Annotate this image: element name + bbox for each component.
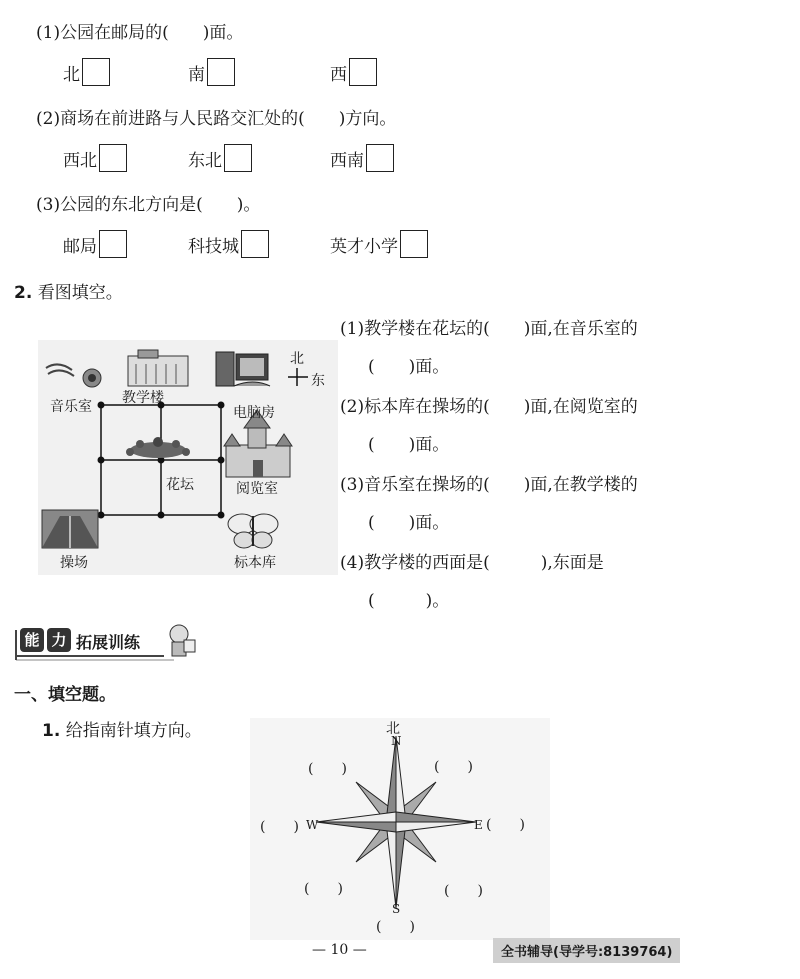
s2-q3-line1: (3)音乐室在操场的( )面,在教学楼的 (340, 475, 638, 495)
s2-q1-line1: (1)教学楼在花坛的( )面,在音乐室的 (340, 319, 638, 339)
q2-option-c[interactable]: 西南 (330, 144, 394, 172)
ability-banner (14, 622, 199, 662)
label-north: 北 (290, 351, 304, 367)
label-teaching-building: 教学楼 (122, 390, 164, 406)
checkbox[interactable] (241, 230, 269, 258)
checkbox[interactable] (224, 144, 252, 172)
checkbox[interactable] (349, 58, 377, 86)
q3-option-a[interactable]: 邮局 (63, 230, 127, 258)
checkbox[interactable] (366, 144, 394, 172)
blank-west[interactable]: ( ) (260, 819, 299, 835)
checkbox[interactable] (82, 58, 110, 86)
s2-q2-line1: (2)标本库在操场的( )面,在阅览室的 (340, 397, 638, 417)
banner-title: 拓展训练 (76, 633, 141, 652)
label-specimen: 标本库 (234, 555, 276, 571)
blank-northwest[interactable]: ( ) (308, 761, 347, 777)
s2-q3-line2: ( )面。 (368, 513, 450, 533)
map-svg (38, 340, 338, 575)
s2-q4-line2: ( )。 (368, 591, 450, 611)
specimen-butterfly-icon (228, 514, 278, 548)
label-flower-bed: 花坛 (166, 477, 194, 493)
kid-mascot-icon (170, 625, 195, 656)
school-map (38, 340, 338, 575)
label-east: 东 (311, 373, 325, 389)
q2-option-a[interactable]: 西北 (63, 144, 127, 172)
q3-option-c[interactable]: 英才小学 (330, 230, 428, 258)
page-number: — 10 — (312, 942, 367, 958)
compass-W: W (306, 818, 319, 832)
blank-south[interactable]: ( ) (376, 919, 415, 935)
part-item: 1. 给指南针填方向。 (42, 721, 202, 741)
compass-E: E (474, 818, 483, 832)
s2-q4-line1: (4)教学楼的西面是( ),东面是 (340, 553, 604, 573)
checkbox[interactable] (99, 230, 127, 258)
compass-N: N (391, 734, 402, 748)
label-music-room: 音乐室 (50, 399, 92, 415)
s2-q2-line2: ( )面。 (368, 435, 450, 455)
checkbox[interactable] (207, 58, 235, 86)
q1-option-c[interactable]: 西 (330, 58, 377, 86)
q2-option-b[interactable]: 东北 (188, 144, 252, 172)
footer-tag: 全书辅导(导学号:8139764) (493, 938, 680, 963)
s2-q1-line2: ( )面。 (368, 357, 450, 377)
q3-text: (3)公园的东北方向是( )。 (36, 195, 261, 215)
banner-badge-1: 能 (20, 628, 44, 652)
section2-heading: 2. 看图填空。 (14, 283, 123, 303)
q2-text: (2)商场在前进路与人民路交汇处的( )方向。 (36, 109, 397, 129)
label-computer-room: 电脑房 (233, 405, 275, 421)
compass-north-cn: 北 (386, 721, 400, 737)
playground-icon (42, 510, 98, 548)
q1-text: (1)公园在邮局的( )面。 (36, 23, 244, 43)
q3-option-b[interactable]: 科技城 (188, 230, 269, 258)
compass-S: S (392, 902, 401, 916)
blank-northeast[interactable]: ( ) (434, 759, 473, 775)
blank-east[interactable]: ( ) (486, 817, 525, 833)
label-reading-room: 阅览室 (236, 481, 278, 497)
compass-figure (250, 718, 550, 940)
checkbox[interactable] (99, 144, 127, 172)
part-title: 一、填空题。 (14, 685, 116, 705)
blank-southeast[interactable]: ( ) (444, 883, 483, 899)
banner-badge-2: 力 (47, 628, 71, 652)
checkbox[interactable] (400, 230, 428, 258)
label-playground: 操场 (60, 555, 88, 571)
q1-option-b[interactable]: 南 (188, 58, 235, 86)
q1-option-a[interactable]: 北 (63, 58, 110, 86)
blank-southwest[interactable]: ( ) (304, 881, 343, 897)
